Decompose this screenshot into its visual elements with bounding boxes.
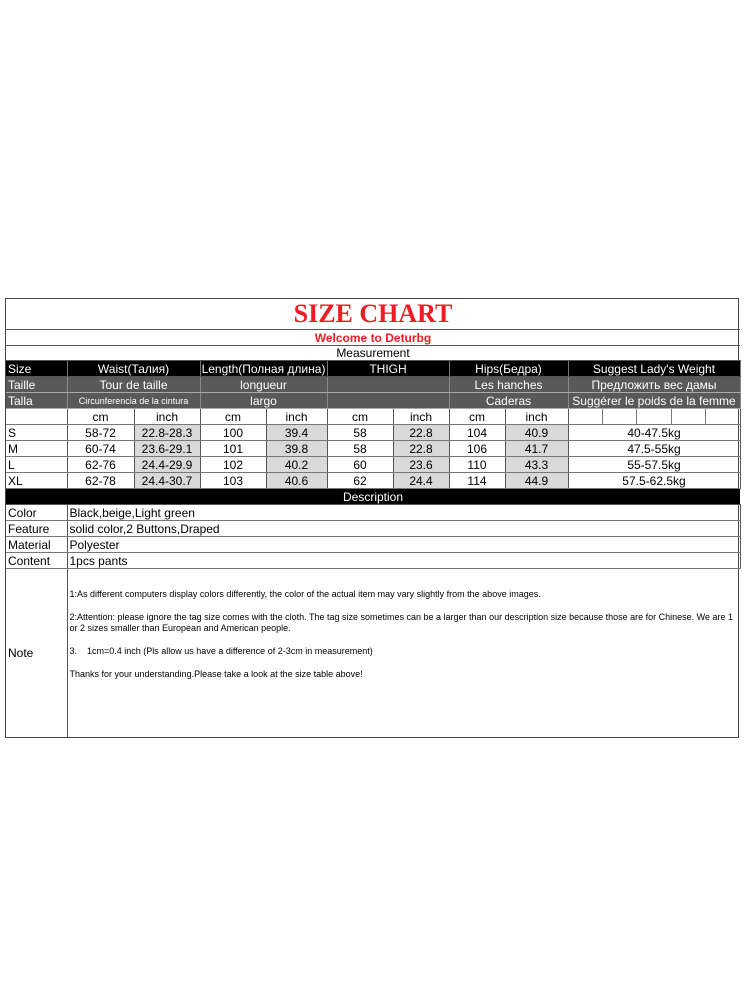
length-inch-cell: 40.2 — [266, 457, 327, 473]
hips-cm-cell: 104 — [449, 425, 505, 441]
header-longueur: longueur — [200, 377, 327, 393]
description-key: Material — [6, 537, 67, 553]
weight-cell: 47.5-55kg — [568, 441, 740, 457]
length-inch-cell: 39.4 — [266, 425, 327, 441]
table-row — [6, 457, 740, 473]
note-line-3: 3. 1cm=0.4 inch (Pls allow us have a difference of 2-3cm in measurement) — [69, 646, 373, 656]
note-label: Note — [6, 569, 67, 738]
unit-cell: inch — [134, 409, 200, 425]
thigh-inch-cell: 22.8 — [393, 425, 449, 441]
waist-cm-cell: 62-76 — [67, 457, 134, 473]
thigh-inch-cell: 24.4 — [393, 473, 449, 489]
header-row-fr — [6, 377, 740, 393]
unit-cell: cm — [200, 409, 266, 425]
description-value: Polyester — [67, 537, 740, 553]
header-les-hanches: Les hanches — [449, 377, 568, 393]
thigh-cm-cell: 62 — [327, 473, 393, 489]
header-length: Length(Полная длина) — [201, 361, 326, 376]
unit-cell: cm — [327, 409, 393, 425]
description-value: solid color,2 Buttons,Draped — [67, 521, 740, 537]
welcome-text: Welcome to Deturbg — [6, 330, 740, 346]
weight-cell: 57.5-62.5kg — [568, 473, 740, 489]
length-inch-cell: 40.6 — [266, 473, 327, 489]
header-talla: Talla — [6, 393, 67, 409]
hips-inch-cell: 40.9 — [505, 425, 568, 441]
description-row — [6, 553, 740, 569]
waist-cm-cell: 60-74 — [67, 441, 134, 457]
header-circunferencia: Circunferencia de la cintura — [67, 393, 200, 409]
header-largo: largo — [200, 393, 327, 409]
waist-inch-cell: 23.6-29.1 — [134, 441, 200, 457]
header-row-es — [6, 393, 740, 409]
waist-inch-cell: 24.4-30.7 — [134, 473, 200, 489]
header-size: Size — [6, 361, 67, 377]
size-chart-sheet — [5, 298, 739, 738]
header-row-en — [6, 361, 740, 377]
size-cell: XL — [6, 473, 67, 489]
page-title: SIZE CHART — [6, 299, 740, 330]
header-caderas: Caderas — [449, 393, 568, 409]
thigh-inch-cell: 22.8 — [393, 441, 449, 457]
table-row — [6, 473, 740, 489]
description-row — [6, 505, 740, 521]
size-cell: S — [6, 425, 67, 441]
hips-cm-cell: 114 — [449, 473, 505, 489]
length-cm-cell: 100 — [200, 425, 266, 441]
thigh-cm-cell: 58 — [327, 441, 393, 457]
description-key: Content — [6, 553, 67, 569]
unit-cell — [6, 409, 67, 425]
length-cm-cell: 101 — [200, 441, 266, 457]
note-row — [6, 569, 740, 738]
description-row — [6, 537, 740, 553]
size-cell: L — [6, 457, 67, 473]
header-thigh-es — [327, 393, 449, 409]
unit-cell: inch — [266, 409, 327, 425]
waist-cm-cell: 62-78 — [67, 473, 134, 489]
note-line-4: Thanks for your understanding.Please take a look at the size table above! — [69, 669, 363, 679]
description-label: Description — [6, 489, 740, 505]
header-waist: Waist(Талия) — [67, 361, 200, 377]
length-cm-cell: 103 — [200, 473, 266, 489]
weight-spacer — [568, 409, 740, 425]
description-key: Feature — [6, 521, 67, 537]
header-weight: Suggest Lady's Weight — [568, 361, 740, 377]
hips-inch-cell: 43.3 — [505, 457, 568, 473]
measurement-label: Measurement — [6, 346, 740, 361]
size-chart-table — [6, 299, 741, 737]
note-line-1: 1:As different computers display colors differently, the color of the actual item may vary slightly from the above images. — [69, 589, 541, 599]
waist-cm-cell: 58-72 — [67, 425, 134, 441]
weight-cell: 55-57.5kg — [568, 457, 740, 473]
note-body — [67, 569, 740, 738]
hips-cm-cell: 106 — [449, 441, 505, 457]
header-weight-fr: Suggérer le poids de la femme — [568, 393, 740, 409]
description-key: Color — [6, 505, 67, 521]
weight-cell: 40-47.5kg — [568, 425, 740, 441]
table-row — [6, 425, 740, 441]
table-row — [6, 441, 740, 457]
waist-inch-cell: 22.8-28.3 — [134, 425, 200, 441]
header-hips: Hips(Бедра) — [449, 361, 568, 377]
unit-cell: inch — [505, 409, 568, 425]
length-cm-cell: 102 — [200, 457, 266, 473]
thigh-cm-cell: 60 — [327, 457, 393, 473]
header-taille: Taille — [6, 377, 67, 393]
waist-inch-cell: 24.4-29.9 — [134, 457, 200, 473]
length-inch-cell: 39.8 — [266, 441, 327, 457]
unit-cell: inch — [393, 409, 449, 425]
size-cell: M — [6, 441, 67, 457]
unit-cell: cm — [67, 409, 134, 425]
header-weight-ru: Предложить вес дамы — [568, 377, 740, 393]
unit-row — [6, 409, 740, 425]
thigh-cm-cell: 58 — [327, 425, 393, 441]
hips-inch-cell: 44.9 — [505, 473, 568, 489]
description-header — [6, 489, 740, 505]
note-line-2: 2:Attention: please ignore the tag size comes with the cloth. The tag size sometimes can be a larger than our description size because those are for Chinese. We are 1 or 2 sizes smaller than European and American people. — [69, 612, 734, 633]
hips-inch-cell: 41.7 — [505, 441, 568, 457]
description-row — [6, 521, 740, 537]
hips-cm-cell: 110 — [449, 457, 505, 473]
description-value: Black,beige,Light green — [67, 505, 740, 521]
header-tour-de-taille: Tour de taille — [67, 377, 200, 393]
thigh-inch-cell: 23.6 — [393, 457, 449, 473]
header-thigh-fr — [327, 377, 449, 393]
unit-cell: cm — [449, 409, 505, 425]
header-thigh: THIGH — [327, 361, 449, 377]
description-value: 1pcs pants — [67, 553, 740, 569]
